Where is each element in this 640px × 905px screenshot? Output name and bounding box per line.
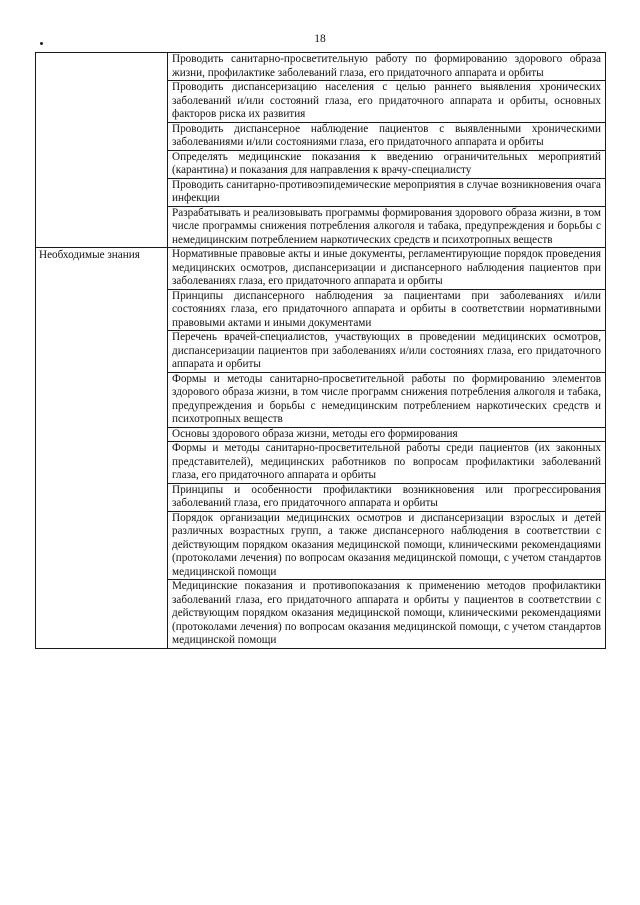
table-row [36, 248, 606, 290]
row-text: Порядок организации медицинских осмотров и диспансеризации взрослых и детей различных возрастных групп, а также диспансерного наблюдения в соответствии с действующим порядком оказания медицинской помощи, клиническими рекомендациями (протоколами лечения) по вопросам оказания медицинской помощи, с учетом стандартов медицинской помощи [168, 511, 606, 580]
table-row [36, 331, 606, 373]
row-label [36, 372, 168, 427]
table-row [36, 442, 606, 484]
row-text: Формы и методы санитарно-просветительной работы среди пациентов (их законных представителей), медицинских работников по вопросам профилактики заболеваний глаза, его придаточного аппарата и орбиты [168, 442, 606, 484]
row-text: Принципы и особенности профилактики возникновения или прогрессирования заболеваний глаза, его придаточного аппарата и орбиты [168, 483, 606, 511]
row-text: Основы здорового образа жизни, методы его формирования [168, 427, 606, 442]
table-row [36, 150, 606, 178]
row-label [36, 81, 168, 123]
row-label [36, 331, 168, 373]
row-label [36, 53, 168, 81]
competency-table [35, 52, 606, 649]
row-text: Формы и методы санитарно-просветительной работы по формированию элементов здорового образа жизни, в том числе программ снижения потребления алкоголя и табака, предупреждения и борьбы с немедицинским потреблением наркотических средств и психотропных веществ [168, 372, 606, 427]
row-label [36, 580, 168, 649]
row-text: Нормативные правовые акты и иные документы, регламентирующие порядок проведения медицинских осмотров, диспансеризации и диспансерного наблюдения пациентов при заболеваниях глаза, его придаточного аппарата и орбиты [168, 248, 606, 290]
section-label-knowledge: Необходимые знания [36, 248, 168, 290]
row-text: Проводить санитарно-просветительную работу по формированию здорового образа жизни, профилактике заболеваний глаза, его придаточного аппарата и орбиты [168, 53, 606, 81]
scan-speck [40, 42, 43, 45]
row-label [36, 427, 168, 442]
row-text: Определять медицинские показания к введению ограничительных мероприятий (карантина) и показания для направления к врачу-специалисту [168, 150, 606, 178]
table-row [36, 81, 606, 123]
row-text: Принципы диспансерного наблюдения за пациентами при заболеваниях и/или состояниях глаза, его придаточного аппарата и орбиты в соответствии нормативными правовыми актами и иными документами [168, 289, 606, 331]
row-label [36, 483, 168, 511]
row-label [36, 150, 168, 178]
table-row [36, 289, 606, 331]
table-row [36, 511, 606, 580]
row-label [36, 442, 168, 484]
row-text: Проводить санитарно-противоэпидемические мероприятия в случае возникновения очага инфекции [168, 178, 606, 206]
row-label [36, 206, 168, 248]
row-text: Проводить диспансеризацию населения с целью раннего выявления хронических заболеваний и/или состояний глаза, его придаточного аппарата и орбиты, основных факторов риска их развития [168, 81, 606, 123]
row-label [36, 289, 168, 331]
table-row [36, 53, 606, 81]
row-label [36, 178, 168, 206]
table-row [36, 427, 606, 442]
row-label [36, 511, 168, 580]
row-label [36, 122, 168, 150]
row-text: Проводить диспансерное наблюдение пациентов с выявленными хроническими заболеваниями и/или состояниями глаза, его придаточного аппарата и орбиты [168, 122, 606, 150]
table-row [36, 483, 606, 511]
table-row [36, 372, 606, 427]
row-text: Медицинские показания и противопоказания к применению методов профилактики заболеваний глаза, его придаточного аппарата и орбиты у пациентов в соответствии с действующим порядком оказания медицинской помощи, клиническими рекомендациями (протоколами лечения) по вопросам оказания медицинской помощи, с учетом стандартов медицинской помощи [168, 580, 606, 649]
row-text: Разрабатывать и реализовывать программы формирования здорового образа жизни, в том числе программы снижения потребления алкоголя и табака, предупреждения и борьбы с немедицинским потреблением наркотических средств и психотропных веществ [168, 206, 606, 248]
table-row [36, 178, 606, 206]
table-row [36, 122, 606, 150]
table-row [36, 580, 606, 649]
table-row [36, 206, 606, 248]
row-text: Перечень врачей-специалистов, участвующих в проведении медицинских осмотров, диспансеризации пациентов при заболеваниях и/или состояниях глаза, его придаточного аппарата и орбиты [168, 331, 606, 373]
page-number: 18 [314, 33, 326, 45]
